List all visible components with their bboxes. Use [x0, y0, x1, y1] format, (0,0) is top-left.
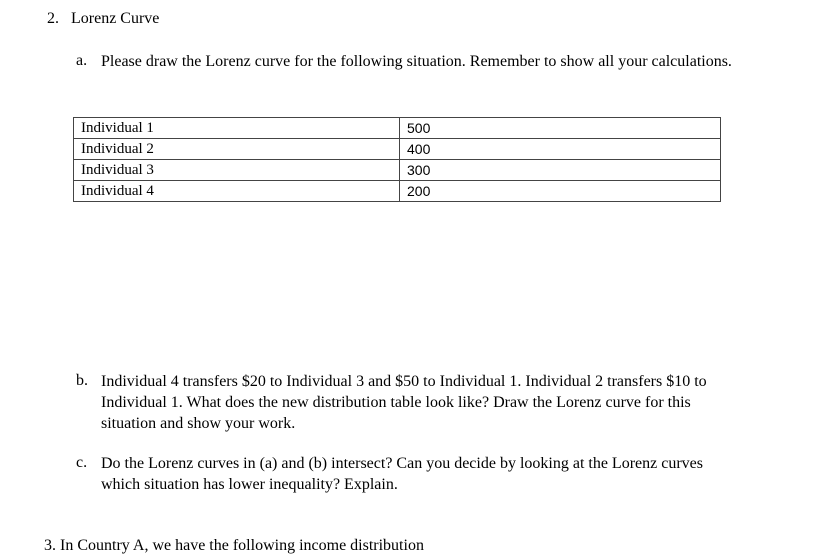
table-cell-value: 300	[400, 160, 721, 181]
income-table	[73, 117, 721, 202]
section-number: 2.	[47, 10, 59, 27]
table-cell-name: Individual 4	[74, 181, 400, 202]
question-c-label: c.	[76, 454, 88, 471]
section-title: Lorenz Curve	[71, 10, 160, 27]
table-cell-name: Individual 1	[74, 118, 400, 139]
question-a-text: Please draw the Lorenz curve for the following situation. Remember to show all your calculations.	[101, 53, 732, 70]
question-a-label: a.	[76, 52, 88, 69]
next-section-heading: 3. In Country A, we have the following income distribution	[44, 537, 424, 554]
table-cell-name: Individual 3	[74, 160, 400, 181]
table-row	[74, 181, 721, 202]
section-heading	[47, 10, 159, 28]
table-row	[74, 118, 721, 139]
table-cell-value: 400	[400, 139, 721, 160]
question-b-text: Individual 4 transfers $20 to Individual 3 and $50 to Individual 1. Individual 2 transfers $10 to Individual 1. What does the new distribution table look like? Draw the Lorenz curve for this situation and show your work.	[101, 373, 707, 432]
question-b-label: b.	[76, 372, 88, 389]
table-row	[74, 139, 721, 160]
table-cell-value: 500	[400, 118, 721, 139]
question-c-text: Do the Lorenz curves in (a) and (b) intersect? Can you decide by looking at the Lorenz curves which situation has lower inequality? Explain.	[101, 455, 703, 493]
table-cell-value: 200	[400, 181, 721, 202]
table-row	[74, 160, 721, 181]
table-cell-name: Individual 2	[74, 139, 400, 160]
